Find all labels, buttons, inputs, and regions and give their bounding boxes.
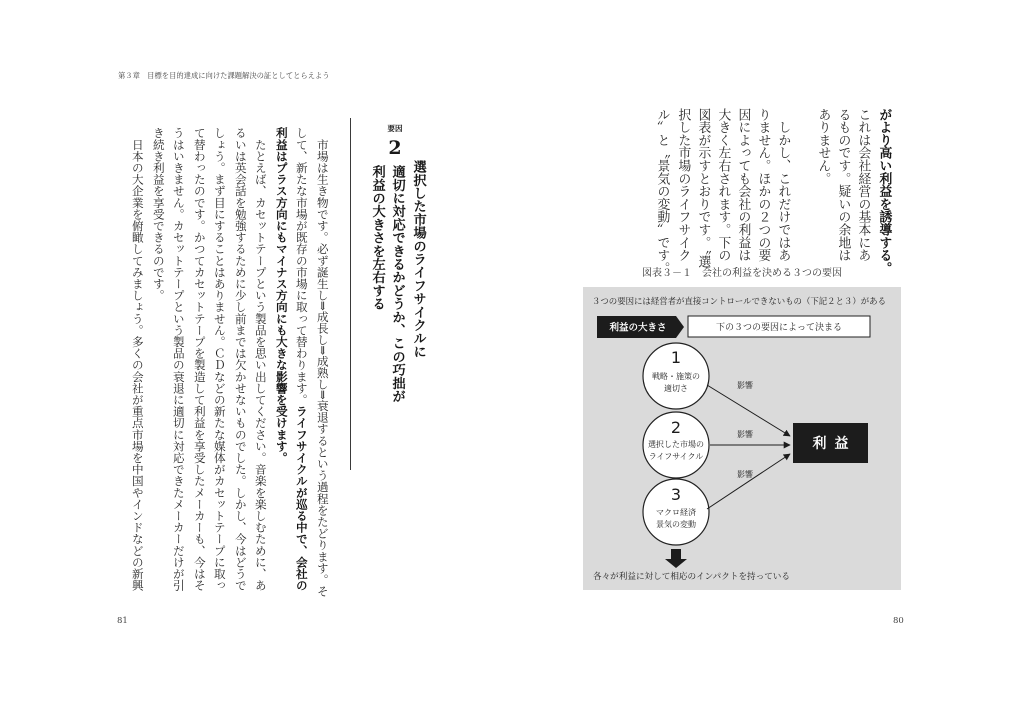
body-column: これは会社経営の基本にあ <box>855 108 871 262</box>
section-heading-line: 選択した市場のライフサイクルに <box>410 160 426 358</box>
body-text: き続き利益を享受できるのです。 <box>151 127 166 301</box>
emphasized-text: 利益はプラス方向にもマイナス方向にも大きな影響を受けます。 <box>274 127 289 464</box>
factor-text: マクロ経済 <box>656 508 696 517</box>
section-heading-line: 利益の大きさを左右する <box>369 165 385 311</box>
figure-diagram <box>583 287 901 590</box>
emphasized-text: がより高い利益を誘導する。 <box>876 108 892 275</box>
factor-text: 選択した市場の <box>648 440 704 449</box>
figure-note: ３つの要因には経営者が直接コントロールできないもの（下記２と３）がある <box>592 296 886 306</box>
influence-label: 影響 <box>737 430 753 439</box>
influence-label: 影響 <box>737 470 753 479</box>
body-column: しかし、これだけではあ <box>775 108 791 262</box>
body-column: りません。ほかの２つの要 <box>755 108 771 262</box>
body-column <box>172 127 184 591</box>
factor-number: 3 <box>670 485 682 504</box>
body-column <box>131 127 143 591</box>
section-heading-line: 適切に対応できるかどうか、この巧拙が <box>389 165 405 403</box>
figure-conclusion: 各々が利益に対して相応のインパクトを持っている <box>593 572 791 582</box>
influence-label: 影響 <box>737 381 753 390</box>
body-column: るものです。疑いの余地は <box>835 108 851 262</box>
body-text: しょう。まず目にすることはありません。ＣＤなどの新たな媒体がカセットテープに取っ <box>212 127 227 591</box>
body-text: 市場は生き物です。必ず誕生し⇒成長し⇒成熟し⇒衰退するという過程をたどります。そ <box>315 127 330 597</box>
heading-divider <box>350 118 351 470</box>
body-column <box>295 127 307 591</box>
body-column <box>193 127 205 591</box>
profit-size-label: 利益の大きさ <box>609 322 667 334</box>
factor-number: 1 <box>670 348 682 367</box>
profit-factors-figure <box>583 287 901 590</box>
body-column: ありません。 <box>815 108 831 185</box>
body-column: 図表が示すとおりです。〝選 <box>695 108 711 268</box>
determined-by-label: 下の３つの要因によって決まる <box>715 323 843 333</box>
body-text: るいは英会話を勉強するために少し前までは欠かせないものでした。しかし、今はどうで <box>233 127 248 591</box>
body-column <box>213 127 225 591</box>
factor-text: 適切さ <box>664 384 688 393</box>
figure-caption: 図表３－１ 会社の利益を決める３つの要因 <box>642 268 842 279</box>
body-column <box>316 127 328 597</box>
profit-label: 利益 <box>812 436 857 452</box>
running-header: 第３章 目標を目的達成に向けた課題解決の証としてとらえよう <box>118 71 330 80</box>
body-text: うはいきません。カセットテープという製品の衰退に適切に対応できたメーカーだけが引 <box>171 127 186 591</box>
page-number: 80 <box>893 616 904 626</box>
factor-text: 戦略・施策の <box>652 372 700 381</box>
body-text: して、新たな市場が既存の市場に取って替わります。 <box>294 127 309 406</box>
emphasized-text: ライフサイクルが巡る中で、会社の <box>294 405 309 592</box>
body-column: 因によっても会社の利益は <box>735 108 751 262</box>
body-text: たとえば、カセットテープという製品を思い出してください。音楽を楽しむために、あ <box>253 127 268 591</box>
body-column <box>152 127 164 301</box>
body-text: 日本の大企業を俯瞰してみましょう。多くの会社が重点市場を中国やインドなどの新興 <box>130 127 145 591</box>
body-text: て替わったのです。かつてカセットテープを製造して利益を享受したメーカーも、今はそ <box>192 127 207 591</box>
page-number: 81 <box>117 616 128 626</box>
body-column <box>275 127 287 463</box>
factor-label: 要因 <box>387 124 403 133</box>
body-column <box>254 127 266 591</box>
body-column: 択した市場のライフサイク <box>675 108 691 262</box>
body-column: ル〟と〝景気の変動〟です。 <box>654 108 670 275</box>
factor-text: ライフサイクル <box>648 452 704 461</box>
body-column: 大きく左右されます。下の <box>715 108 731 262</box>
body-column <box>234 127 246 591</box>
factor-number: 2 <box>388 137 402 159</box>
factor-number: 2 <box>670 418 682 437</box>
factor-text: 景気の変動 <box>656 520 696 529</box>
